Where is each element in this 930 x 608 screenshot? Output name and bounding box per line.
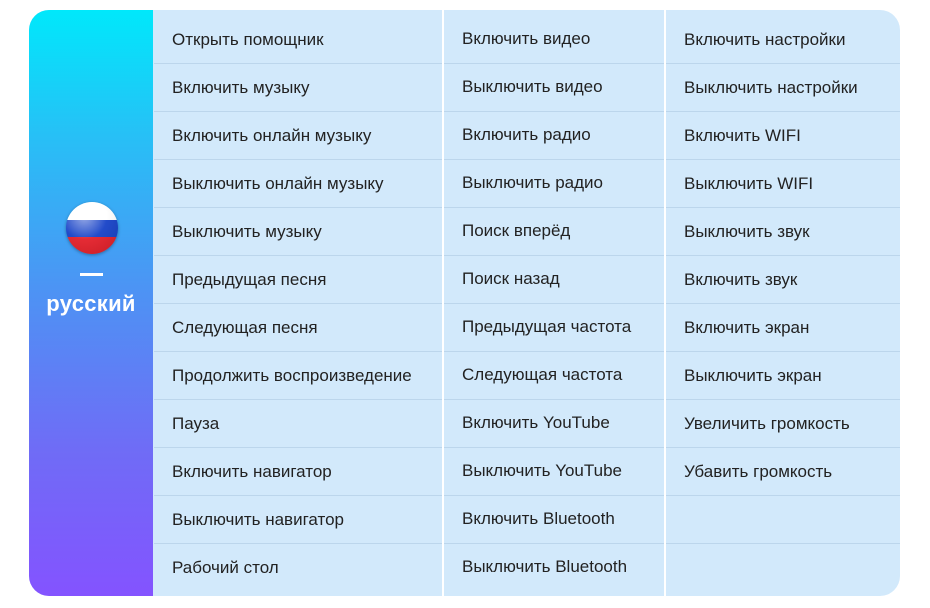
divider-dash bbox=[80, 273, 103, 276]
command-cell: Включить видео bbox=[462, 29, 591, 48]
russia-flag-icon bbox=[66, 202, 118, 254]
command-cell: Включить звук bbox=[684, 270, 798, 289]
command-cell: Выключить видео bbox=[462, 77, 603, 96]
command-cell: Выключить звук bbox=[684, 222, 810, 241]
command-cell: Включить навигатор bbox=[172, 462, 332, 481]
command-cell: Выключить радио bbox=[462, 173, 603, 192]
command-cell: Включить настройки bbox=[684, 30, 846, 49]
language-sidebar bbox=[29, 10, 153, 596]
command-cell: Включить радио bbox=[462, 125, 591, 144]
command-cell: Увеличить громкость bbox=[684, 414, 850, 433]
command-cell: Выключить музыку bbox=[172, 222, 322, 241]
command-cell: Убавить громкость bbox=[684, 462, 833, 481]
language-label: русский bbox=[46, 291, 136, 316]
command-cell bbox=[666, 496, 900, 544]
command-cell: Включить Bluetooth bbox=[462, 509, 615, 528]
command-cell: Включить WIFI bbox=[684, 126, 801, 145]
command-cell: Следующая песня bbox=[172, 318, 318, 337]
command-cell: Рабочий стол bbox=[172, 558, 279, 577]
command-cell: Поиск вперёд bbox=[462, 221, 571, 240]
command-cell: Открыть помощник bbox=[172, 30, 324, 49]
command-cell: Поиск назад bbox=[462, 269, 560, 288]
command-cell: Продолжить воспроизведение bbox=[172, 366, 412, 385]
command-cell: Включить экран bbox=[684, 318, 810, 337]
command-cell: Следующая частота bbox=[462, 365, 623, 384]
command-cell: Предыдущая песня bbox=[172, 270, 327, 289]
command-cell: Выключить настройки bbox=[684, 78, 858, 97]
command-cell: Выключить WIFI bbox=[684, 174, 814, 193]
command-cell bbox=[666, 544, 900, 592]
command-cell: Включить YouTube bbox=[462, 413, 610, 432]
command-cell: Включить музыку bbox=[172, 78, 310, 97]
voice-commands-card bbox=[29, 10, 900, 596]
command-cell: Предыдущая частота bbox=[462, 317, 632, 336]
command-cell: Выключить экран bbox=[684, 366, 822, 385]
commands-table bbox=[154, 10, 900, 596]
command-cell: Выключить Bluetooth bbox=[462, 557, 628, 576]
command-cell: Выключить онлайн музыку bbox=[172, 174, 384, 193]
command-cell: Выключить YouTube bbox=[462, 461, 623, 480]
command-cell: Выключить навигатор bbox=[172, 510, 344, 529]
command-cell: Пауза bbox=[172, 414, 220, 433]
command-cell: Включить онлайн музыку bbox=[172, 126, 372, 145]
